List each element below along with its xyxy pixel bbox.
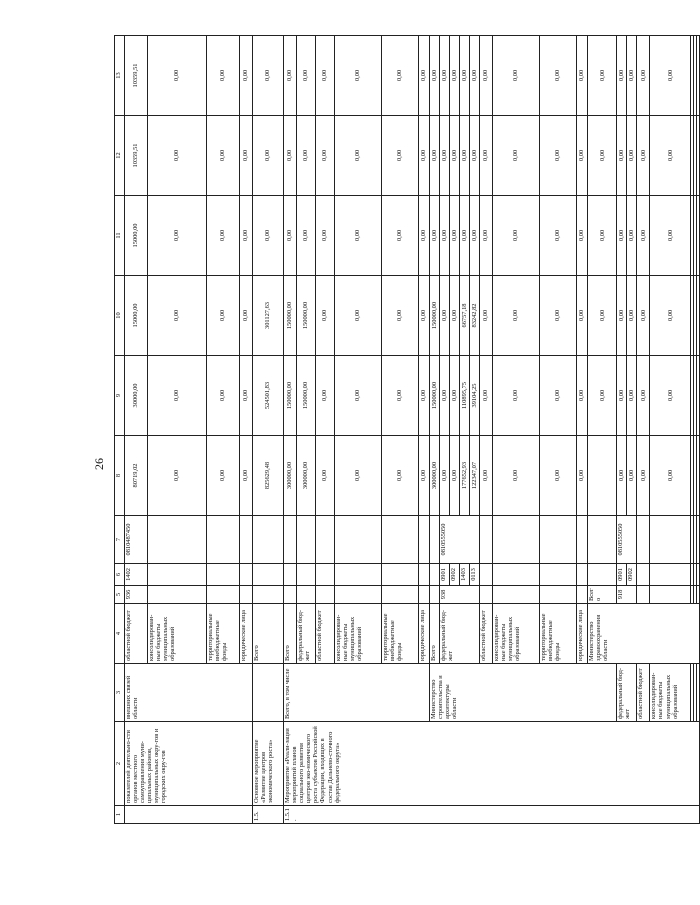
amount-cell: 0,00	[617, 36, 627, 116]
source-cell: областной бюджет	[480, 604, 493, 664]
amount-cell: 0,00	[419, 116, 430, 196]
amount-cell: 0,00	[284, 196, 297, 276]
amount-cell: 150000,00	[297, 356, 316, 436]
table-cell	[253, 564, 284, 586]
source-cell: областной бюджет	[316, 604, 335, 664]
code-cell: 1.5.	[253, 806, 284, 824]
responsible-cell: Всего, в том числе	[284, 664, 430, 722]
amount-cell: 0,00	[493, 116, 540, 196]
table-cell	[650, 564, 691, 586]
amount-cell: 0,00	[335, 276, 382, 356]
table-cell	[419, 564, 430, 586]
table-cell	[335, 564, 382, 586]
amount-cell: 0,00	[382, 356, 419, 436]
amount-cell: 300000,00	[297, 436, 316, 516]
activity-name: показателей деятельно-сти органов местного самоуправления муни-ципальных районов, муниципальных окру-гов и городских окру-гов	[125, 722, 253, 806]
amount-cell: 0,00	[460, 196, 470, 276]
code-cell: 918	[617, 586, 637, 604]
amount-cell: 66757,18	[460, 276, 470, 356]
responsible-cell: Министерство здравоохранения области	[588, 604, 700, 664]
source-cell: территориальные внебюджетные фонды	[382, 604, 419, 664]
amount-cell: 0,00	[577, 356, 588, 436]
table-cell	[253, 664, 284, 722]
table-cell	[697, 36, 700, 116]
source-cell: юридические лица	[577, 604, 588, 664]
amount-cell: 0,00	[284, 116, 297, 196]
table-cell	[148, 516, 207, 564]
col-num: 6	[115, 564, 125, 586]
source-cell: юридические лица	[240, 604, 253, 664]
col-num: 11	[115, 196, 125, 276]
amount-cell: 0,00	[480, 116, 493, 196]
table-cell	[697, 116, 700, 196]
amount-cell: 0,00	[588, 356, 617, 436]
table-cell	[637, 564, 650, 586]
table-cell	[588, 564, 617, 586]
code-cell: 0902	[450, 564, 460, 586]
source-cell: Всего	[253, 604, 284, 664]
amount-cell: 0,00	[148, 116, 207, 196]
table-cell	[697, 586, 700, 604]
amount-cell: 0,00	[637, 196, 650, 276]
amount-cell: 0,00	[240, 276, 253, 356]
code-cell	[125, 806, 253, 824]
col-num: 13	[115, 36, 125, 116]
amount-cell: 0,00	[207, 436, 240, 516]
amount-cell: 300000,00	[284, 436, 297, 516]
amount-cell: 0,00	[480, 276, 493, 356]
amount-cell: 10359,51	[125, 36, 148, 116]
table-cell	[419, 586, 430, 604]
amount-cell: 0,00	[240, 116, 253, 196]
amount-cell: 110895,75	[460, 356, 470, 436]
col-num: 7	[115, 516, 125, 564]
amount-cell: 0,00	[617, 356, 627, 436]
amount-cell: 0,00	[316, 196, 335, 276]
amount-cell: 0,00	[460, 116, 470, 196]
amount-cell: 30000,00	[125, 356, 148, 436]
table-cell	[697, 196, 700, 276]
amount-cell: 0,00	[240, 196, 253, 276]
table-row	[650, 36, 691, 824]
page-number: 26	[92, 458, 106, 470]
amount-cell: 0,00	[430, 116, 440, 196]
amount-cell: 0,00	[577, 36, 588, 116]
table-cell	[577, 516, 588, 564]
amount-cell: 122347,07	[470, 436, 480, 516]
table-cell	[316, 586, 335, 604]
amount-cell: 0,00	[588, 116, 617, 196]
amount-cell: 0,00	[650, 276, 691, 356]
amount-cell: 0,00	[316, 276, 335, 356]
amount-cell: 0,00	[440, 356, 450, 436]
amount-cell: 0,00	[617, 196, 627, 276]
code-cell: 0113	[470, 564, 480, 586]
table-cell	[148, 586, 207, 604]
table-cell	[493, 586, 540, 604]
amount-cell: 0,00	[540, 36, 577, 116]
amount-cell: 0,00	[440, 276, 450, 356]
source-cell: федеральный бюд-жет	[440, 604, 480, 664]
amount-cell: 0,00	[470, 36, 480, 116]
code-cell: 0902	[627, 564, 637, 586]
amount-cell: 0,00	[480, 436, 493, 516]
amount-cell: 0,00	[207, 116, 240, 196]
amount-cell: 825629,48	[253, 436, 284, 516]
table-cell	[480, 564, 493, 586]
amount-cell: 0,00	[540, 276, 577, 356]
table-body	[125, 36, 700, 824]
amount-cell: 0,00	[577, 116, 588, 196]
source-cell: Всего	[588, 586, 617, 604]
table-cell	[240, 516, 253, 564]
table-row	[125, 36, 148, 824]
code-cell: 938	[440, 586, 480, 604]
amount-cell: 0,00	[540, 116, 577, 196]
table-cell	[697, 564, 700, 586]
table-cell	[493, 564, 540, 586]
amount-cell: 0,00	[316, 436, 335, 516]
amount-cell: 0,00	[316, 36, 335, 116]
responsible-cell: внешних связей области	[125, 664, 253, 722]
table-cell	[240, 586, 253, 604]
table-cell	[382, 586, 419, 604]
table-cell	[382, 516, 419, 564]
table-cell	[650, 516, 691, 564]
table-cell	[284, 586, 297, 604]
table-cell	[207, 586, 240, 604]
activity-name: Мероприятие «Реали-зация мероприятий планов социального развития центров эко-номического роста субъектов Российской Федерации, входящих в состав Дальнево-сточного федерального округа»	[284, 722, 700, 806]
amount-cell: 0,00	[460, 36, 470, 116]
code-cell: 0810487450	[125, 516, 148, 564]
amount-cell: 0,00	[419, 276, 430, 356]
table-cell	[650, 586, 691, 604]
code-cell: 1.5.1.	[284, 806, 700, 824]
amount-cell: 0,00	[450, 436, 460, 516]
amount-cell: 0,00	[637, 116, 650, 196]
table-cell	[480, 586, 493, 604]
source-cell: территориальные внебюджетные фонды	[207, 604, 240, 664]
table-cell	[253, 516, 284, 564]
col-num: 5	[115, 586, 125, 604]
amount-cell: 150000,00	[284, 276, 297, 356]
code-cell: 1402	[125, 564, 148, 586]
budget-table	[114, 35, 700, 824]
amount-cell: 0,00	[207, 276, 240, 356]
amount-cell: 0,00	[240, 36, 253, 116]
amount-cell: 0,00	[637, 36, 650, 116]
amount-cell: 0,00	[493, 196, 540, 276]
code-cell: 1403	[460, 564, 470, 586]
amount-cell: 0,00	[382, 116, 419, 196]
source-cell: консолидирован-ные бюджеты муниципальных образований	[335, 604, 382, 664]
amount-cell: 524501,83	[253, 356, 284, 436]
table-row	[430, 36, 440, 824]
amount-cell: 0,00	[382, 436, 419, 516]
table-cell	[637, 516, 650, 564]
amount-cell: 0,00	[148, 36, 207, 116]
amount-cell: 301127,63	[253, 276, 284, 356]
amount-cell: 0,00	[382, 196, 419, 276]
col-num: 2	[115, 722, 125, 806]
amount-cell: 0,00	[650, 116, 691, 196]
amount-cell: 39104,25	[470, 356, 480, 436]
amount-cell: 0,00	[284, 36, 297, 116]
amount-cell: 0,00	[207, 196, 240, 276]
amount-cell: 0,00	[316, 356, 335, 436]
source-cell: юридические лица	[419, 604, 430, 664]
amount-cell: 0,00	[650, 36, 691, 116]
source-cell: федеральный бюд-жет	[297, 604, 316, 664]
code-cell: 0901	[440, 564, 450, 586]
amount-cell: 0,00	[493, 436, 540, 516]
table-cell	[297, 586, 316, 604]
table-cell	[284, 564, 297, 586]
amount-cell: 0,00	[419, 36, 430, 116]
amount-cell: 150000,00	[430, 276, 440, 356]
amount-cell: 0,00	[335, 356, 382, 436]
amount-cell: 0,00	[450, 356, 460, 436]
amount-cell: 0,00	[627, 436, 637, 516]
amount-cell: 15000,00	[125, 276, 148, 356]
amount-cell: 0,00	[470, 116, 480, 196]
source-cell: территориальные внебюджетные фонды	[540, 604, 577, 664]
table-cell	[430, 586, 440, 604]
amount-cell: 0,00	[637, 436, 650, 516]
amount-cell: 0,00	[419, 436, 430, 516]
amount-cell: 0,00	[335, 436, 382, 516]
table-cell	[697, 356, 700, 436]
source-cell: областной бюджет	[637, 664, 650, 722]
amount-cell: 0,00	[588, 196, 617, 276]
table-cell	[148, 564, 207, 586]
amount-cell: 0,00	[650, 436, 691, 516]
amount-cell: 0,00	[297, 196, 316, 276]
code-cell: 0810555050	[617, 516, 637, 564]
amount-cell: 0,00	[450, 196, 460, 276]
table-cell	[493, 516, 540, 564]
amount-cell: 0,00	[627, 196, 637, 276]
amount-cell: 150000,00	[297, 276, 316, 356]
amount-cell: 0,00	[588, 36, 617, 116]
amount-cell: 0,00	[493, 276, 540, 356]
amount-cell: 0,00	[148, 276, 207, 356]
col-num: 8	[115, 436, 125, 516]
amount-cell: 0,00	[316, 116, 335, 196]
amount-cell: 0,00	[450, 36, 460, 116]
amount-cell: 0,00	[540, 436, 577, 516]
table-cell	[382, 564, 419, 586]
table-cell	[297, 564, 316, 586]
table-cell	[253, 586, 284, 604]
table-cell	[207, 516, 240, 564]
amount-cell: 0,00	[440, 36, 450, 116]
code-cell: 936	[125, 586, 148, 604]
rotated-page	[114, 46, 679, 824]
amount-cell: 0,00	[577, 196, 588, 276]
amount-cell: 0,00	[297, 116, 316, 196]
col-num: 4	[115, 604, 125, 664]
col-num: 9	[115, 356, 125, 436]
amount-cell: 0,00	[637, 276, 650, 356]
table-cell	[577, 586, 588, 604]
table-cell	[540, 564, 577, 586]
amount-cell: 0,00	[480, 356, 493, 436]
table-cell	[577, 564, 588, 586]
amount-cell: 0,00	[493, 36, 540, 116]
table-cell	[430, 516, 440, 564]
amount-cell: 150000,00	[430, 356, 440, 436]
amount-cell: 0,00	[419, 196, 430, 276]
table-cell	[207, 564, 240, 586]
amount-cell: 0,00	[253, 196, 284, 276]
table-row	[697, 36, 700, 824]
amount-cell: 0,00	[148, 356, 207, 436]
responsible-cell: Министерство строительства и архитектуры области	[430, 664, 617, 722]
amount-cell: 83242,82	[470, 276, 480, 356]
amount-cell: 150000,00	[284, 356, 297, 436]
amount-cell: 80719,02	[125, 436, 148, 516]
source-cell: консолидирован-ные бюджеты муниципальных образований	[148, 604, 207, 664]
amount-cell: 0,00	[148, 196, 207, 276]
amount-cell: 0,00	[588, 276, 617, 356]
amount-cell: 0,00	[493, 356, 540, 436]
amount-cell: 0,00	[335, 196, 382, 276]
source-cell: федеральный бюд-жет	[617, 664, 637, 722]
table-cell	[697, 436, 700, 516]
amount-cell: 0,00	[577, 276, 588, 356]
table-cell	[335, 586, 382, 604]
amount-cell: 0,00	[207, 36, 240, 116]
table-row	[637, 36, 650, 824]
table-cell	[637, 586, 650, 604]
amount-cell: 0,00	[470, 196, 480, 276]
table-cell	[540, 586, 577, 604]
table-cell	[335, 516, 382, 564]
source-cell: консолидирован-ные бюджеты муниципальных образований	[650, 664, 691, 722]
amount-cell: 0,00	[450, 276, 460, 356]
col-num: 10	[115, 276, 125, 356]
amount-cell: 0,00	[617, 116, 627, 196]
source-cell: Всего	[430, 604, 440, 664]
amount-cell: 0,00	[148, 436, 207, 516]
amount-cell: 0,00	[627, 36, 637, 116]
amount-cell: 0,00	[480, 196, 493, 276]
table-cell	[588, 436, 617, 516]
table-cell	[540, 516, 577, 564]
table-cell	[588, 516, 617, 564]
amount-cell: 0,00	[627, 276, 637, 356]
amount-cell: 0,00	[297, 36, 316, 116]
amount-cell: 0,00	[440, 436, 450, 516]
amount-cell: 0,00	[253, 116, 284, 196]
amount-cell: 300000,00	[430, 436, 440, 516]
amount-cell: 0,00	[335, 36, 382, 116]
amount-cell: 0,00	[617, 276, 627, 356]
amount-cell: 0,00	[577, 436, 588, 516]
amount-cell: 0,00	[617, 436, 627, 516]
col-num: 1	[115, 806, 125, 824]
amount-cell: 0,00	[253, 36, 284, 116]
table-row	[617, 36, 627, 824]
amount-cell: 0,00	[382, 276, 419, 356]
amount-cell: 0,00	[440, 196, 450, 276]
amount-cell: 0,00	[637, 356, 650, 436]
amount-cell: 0,00	[480, 36, 493, 116]
table-cell	[697, 276, 700, 356]
table-cell	[316, 564, 335, 586]
amount-cell: 177652,93	[460, 436, 470, 516]
table-cell	[430, 564, 440, 586]
amount-cell: 0,00	[335, 116, 382, 196]
amount-cell: 0,00	[430, 36, 440, 116]
table-cell	[697, 516, 700, 564]
table-cell	[240, 564, 253, 586]
source-cell: областной бюджет	[125, 604, 148, 664]
table-row	[253, 36, 284, 824]
col-num: 3	[115, 664, 125, 722]
table-cell	[297, 516, 316, 564]
amount-cell: 0,00	[430, 196, 440, 276]
source-cell: Всего	[284, 604, 297, 664]
amount-cell: 0,00	[627, 116, 637, 196]
table-cell	[480, 516, 493, 564]
activity-name: Основное мероприятие «Развитие центров экономического роста»	[253, 722, 284, 806]
amount-cell: 0,00	[440, 116, 450, 196]
amount-cell: 0,00	[419, 356, 430, 436]
amount-cell: 0,00	[382, 36, 419, 116]
amount-cell: 15000,00	[125, 196, 148, 276]
code-cell: 0810555050	[440, 516, 480, 564]
amount-cell: 0,00	[540, 196, 577, 276]
amount-cell: 0,00	[540, 356, 577, 436]
table-cell	[284, 516, 297, 564]
source-cell: консолидирован-ные бюджеты муниципальных образований	[493, 604, 540, 664]
code-cell: 0901	[617, 564, 627, 586]
table-cell	[697, 664, 700, 722]
table-cell	[419, 516, 430, 564]
table-row	[284, 36, 297, 824]
table-cell	[316, 516, 335, 564]
amount-cell: 10359,51	[125, 116, 148, 196]
amount-cell: 0,00	[627, 356, 637, 436]
amount-cell: 0,00	[240, 436, 253, 516]
amount-cell: 0,00	[207, 356, 240, 436]
col-num: 12	[115, 116, 125, 196]
amount-cell: 0,00	[650, 196, 691, 276]
amount-cell: 0,00	[240, 356, 253, 436]
column-number-row	[115, 36, 125, 824]
amount-cell: 0,00	[450, 116, 460, 196]
amount-cell: 0,00	[650, 356, 691, 436]
